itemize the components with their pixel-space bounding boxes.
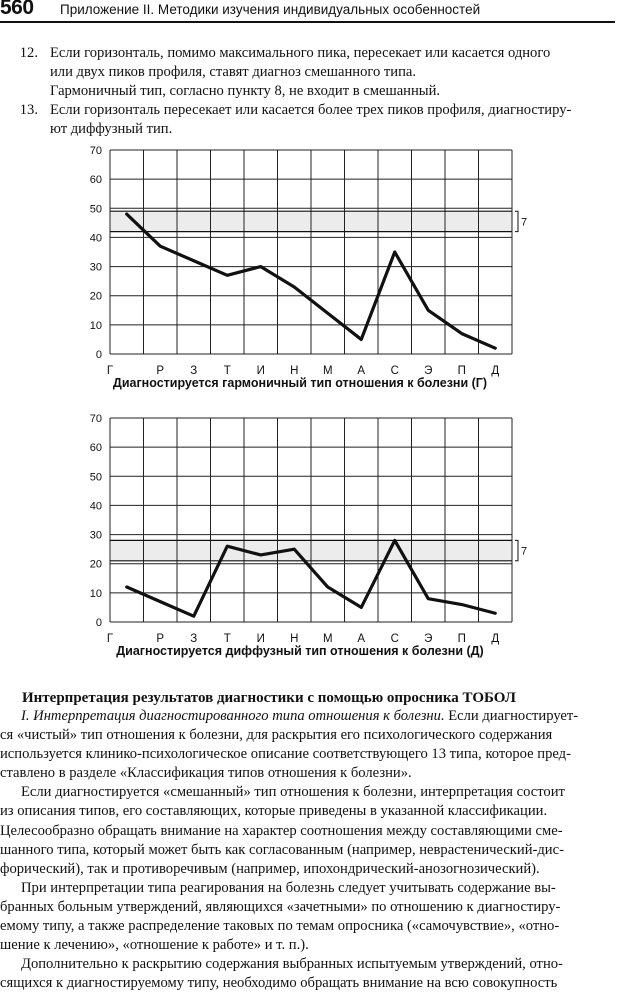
data-point	[159, 600, 161, 602]
data-point	[126, 586, 128, 588]
x-tick-label: И	[256, 365, 265, 377]
page-number: 560	[0, 0, 34, 19]
paragraph-line: ся «чистый» тип отношения к болезни, для раскрытия его психологического содержания	[0, 727, 553, 744]
x-tick-label: Д	[491, 365, 500, 377]
numbered-list	[0, 44, 620, 144]
y-tick-label: 50	[89, 203, 102, 216]
data-point	[461, 603, 463, 605]
data-point	[427, 597, 429, 599]
paragraph-line: форический), так и противоречивым (например, ипохондрический-анозогнозический).	[0, 860, 540, 877]
data-point	[193, 615, 195, 617]
data-point	[159, 245, 161, 247]
data-point	[360, 338, 362, 340]
item-line: Если горизонталь пересекает или касается более трех пиков профиля, диагностиру-	[50, 102, 572, 118]
running-title: Приложение II. Методики изучения индивидуальных особенностей	[60, 2, 481, 17]
y-tick-label: 60	[89, 174, 102, 187]
item-number: 12.	[19, 45, 38, 61]
chart-caption: Диагностируется гармоничный тип отношения к болезни (Г)	[112, 376, 488, 390]
item-line: Если горизонталь, помимо максимального пика, пересекает или касается одного	[50, 45, 551, 61]
paragraph-line: ставлено в разделе «Классификация типов отношения к болезни».	[0, 765, 412, 782]
y-tick-label: 20	[89, 290, 102, 303]
x-tick-label: Н	[290, 633, 299, 645]
data-point	[193, 260, 195, 262]
data-point	[394, 539, 396, 541]
paragraph-line: используется клинико-психологическое описание соответствующего 13 типа, которое пред-	[0, 746, 571, 763]
x-tick-label: П	[457, 365, 466, 377]
x-tick-label: З	[190, 633, 198, 645]
y-tick-label: 10	[89, 587, 102, 600]
band-label: 7	[521, 216, 528, 229]
chart-caption: Диагностируется диффузный тип отношения к болезни (Д)	[116, 644, 484, 658]
x-tick-label: И	[256, 633, 265, 645]
y-tick-label: 10	[89, 319, 102, 332]
item-line: Гармоничный тип, согласно пункту 8, не входит в смешанный.	[50, 83, 441, 99]
x-tick-label: Т	[223, 365, 231, 377]
data-point	[327, 586, 329, 588]
x-tick-label: Р	[156, 633, 165, 645]
data-point	[461, 332, 463, 334]
paragraph-line: шанного типа, который может быть как согласованным (например, неврастенический-дис-	[0, 841, 564, 858]
italic-lead: I. Интерпретация диагностированного типа отношения к болезни.	[21, 708, 445, 724]
x-tick-label: А	[357, 365, 366, 377]
y-tick-label: 50	[89, 471, 102, 484]
paragraph-line: Если диагностируется «смешанный» тип отношения к болезни, интерпретация состоит	[21, 784, 565, 801]
x-tick-label: Н	[290, 365, 299, 377]
chart-diffuse-svg	[80, 410, 528, 645]
item-line: или двух пиков профиля, ставят диагноз смешанного типа.	[50, 64, 417, 80]
paragraph	[0, 879, 618, 955]
chart-harmonic	[80, 142, 528, 402]
data-point	[126, 213, 128, 215]
paragraph-line: сящихся к диагностируемому типу, необходимо обращать внимание на всю совокупность	[0, 975, 558, 992]
data-point	[226, 545, 228, 547]
x-tick-label: М	[322, 365, 333, 377]
item-line: ют диффузный тип.	[50, 121, 173, 137]
item-number: 13.	[19, 102, 38, 118]
data-point	[260, 265, 262, 267]
band-bracket	[515, 211, 518, 231]
section-title: Интерпретация результатов диагностики с помощью опросника ТОБОЛ	[22, 690, 516, 706]
x-tick-label: Т	[223, 633, 231, 645]
paragraph-line: шение к лечению», «отношение к работе» и т. п.).	[0, 937, 309, 954]
chart-diffuse	[80, 410, 528, 670]
y-tick-label: 0	[95, 349, 102, 361]
x-tick-label: Г	[106, 365, 114, 377]
x-tick-label: М	[322, 633, 333, 645]
paragraph-line: из описания типов, его составляющих, которые приведены в указанной классификации.	[0, 803, 548, 820]
paragraph	[0, 783, 618, 878]
data-point	[293, 548, 295, 550]
band-bracket	[515, 540, 518, 560]
x-tick-label: Э	[424, 633, 433, 645]
paragraph-line: емому типу, а также распределение таковых по темам опросника («самочувствие», «отно-	[0, 918, 560, 935]
x-tick-label: З	[190, 365, 198, 377]
y-tick-label: 40	[89, 232, 102, 245]
paragraph-line: Целесообразно обращать внимание на характер соотношения между составляющими сме-	[0, 822, 563, 839]
x-tick-label: Г	[106, 633, 114, 645]
y-tick-label: 30	[89, 529, 102, 542]
data-point	[260, 554, 262, 556]
band-label: 7	[521, 545, 528, 558]
x-tick-label: Р	[156, 365, 165, 377]
x-tick-label: С	[390, 633, 399, 645]
data-point	[394, 251, 396, 253]
chart-harmonic-svg	[80, 142, 528, 377]
x-tick-label: Э	[424, 365, 433, 377]
data-point	[494, 612, 496, 614]
y-tick-label: 70	[89, 145, 102, 157]
paragraph-line: При интерпретации типа реагирования на болезнь следует учитывать содержание вы-	[21, 879, 556, 896]
x-tick-label: С	[390, 365, 399, 377]
paragraph	[0, 955, 618, 993]
y-tick-label: 60	[89, 442, 102, 455]
y-tick-label: 40	[89, 500, 102, 513]
body-text	[0, 707, 618, 993]
x-tick-label: А	[357, 633, 366, 645]
paragraph-line	[0, 707, 618, 726]
paragraph-line: Дополнительно к раскрытию содержания выбранных испытуемым утверждений, отно-	[21, 956, 563, 973]
header-rule	[0, 21, 615, 23]
y-tick-label: 0	[95, 617, 102, 629]
data-point	[494, 347, 496, 349]
data-point	[293, 286, 295, 288]
paragraph	[0, 707, 618, 783]
x-tick-label: П	[457, 633, 466, 645]
data-point	[327, 312, 329, 314]
data-point	[360, 606, 362, 608]
line-rest: Если диагностирует-	[444, 708, 579, 724]
data-point	[226, 274, 228, 276]
y-tick-label: 20	[89, 558, 102, 571]
paragraph-line: бранных больным утверждений, являющихся «зачетными» по отношению к диагностиру-	[0, 898, 561, 915]
y-tick-label: 70	[89, 413, 102, 425]
y-tick-label: 30	[89, 261, 102, 274]
x-tick-label: Д	[491, 633, 500, 645]
page-header	[0, 0, 620, 26]
data-point	[427, 309, 429, 311]
